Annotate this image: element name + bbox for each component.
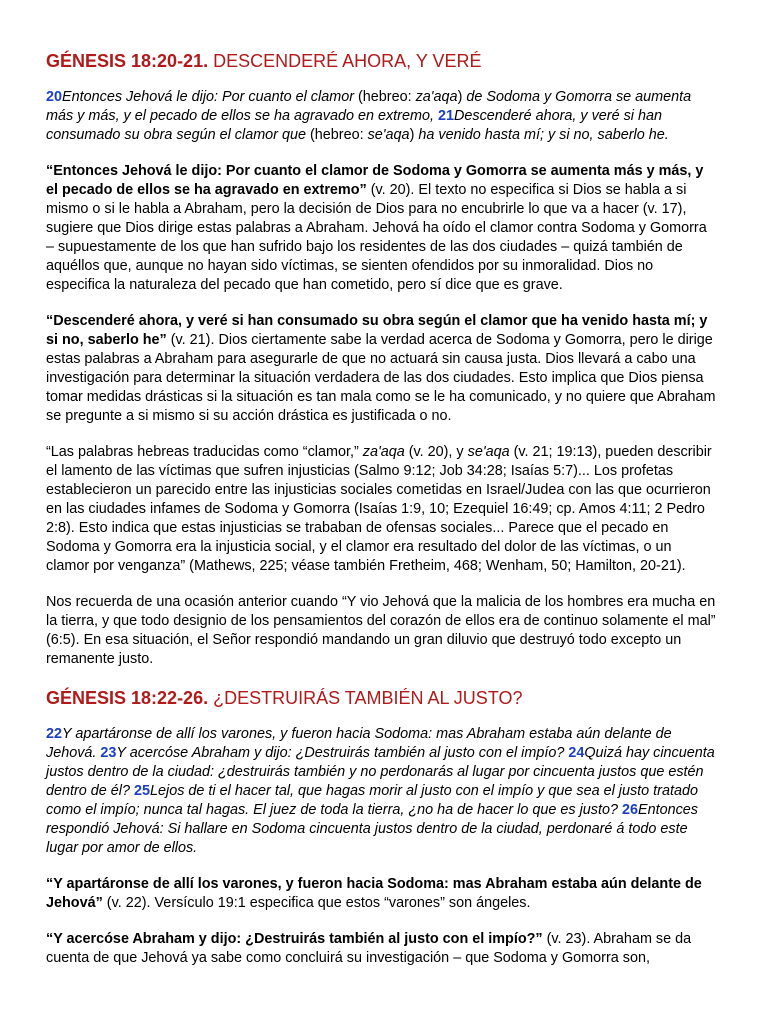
verse-text: ha venido hasta mí; y si no, saberlo he. bbox=[414, 127, 669, 143]
heading-title: ¿DESTRUIRÁS TAMBIÉN AL JUSTO? bbox=[208, 688, 523, 708]
commentary-paragraph bbox=[46, 593, 718, 669]
commentary-paragraph bbox=[46, 162, 718, 295]
commentary-paragraph bbox=[46, 930, 718, 968]
hebrew-word: za'aqa bbox=[415, 89, 458, 105]
scripture-passage bbox=[46, 725, 718, 858]
commentary-paragraph bbox=[46, 875, 718, 913]
hebrew-note-close: ) bbox=[457, 89, 463, 105]
verse-number: 26 bbox=[621, 802, 638, 818]
quoted-verse: “Y acercóse Abraham y dijo: ¿Destruirás también al justo con el impío?” bbox=[46, 931, 543, 947]
verse-number: 24 bbox=[568, 745, 585, 761]
verse-text: Quizá hay cincuenta justos dentro de la ciudad: ¿destruirás también y no perdonarás al lugar por cincuenta justos que estén dentro de él? bbox=[46, 745, 715, 799]
citation-paragraph bbox=[46, 443, 718, 576]
verse-text: Entonces Jehová le dijo: Por cuanto el clamor bbox=[62, 89, 358, 105]
verse-number: 22 bbox=[46, 726, 63, 742]
verse-number: 25 bbox=[134, 783, 151, 799]
quoted-verse: “Y apartáronse de allí los varones, y fueron hacia Sodoma: mas Abraham estaba aún delante de Jehová” bbox=[46, 876, 702, 911]
hebrew-word: za'aqa bbox=[362, 444, 405, 460]
section-heading-genesis-18-20-21 bbox=[46, 50, 718, 72]
verse-text: Descenderé ahora, y veré si han consumado su obra según el clamor que bbox=[46, 108, 662, 143]
commentary-text: Nos recuerda de una ocasión anterior cuando “Y vio Jehová que la malicia de los hombres era mucha en la tierra, y que todo designio de los pensamientos del corazón de ellos era de continuo solamente el mal” (6:5). En esa situación, el Señor respondió mandando un gran diluvio que destruyó todo excepto un remanente justo. bbox=[46, 594, 716, 667]
verse-text: Lejos de ti el hacer tal, que hagas morir al justo con el impío y que sea el justo tratado como el impío; nunca tal hagas. El juez de toda la tierra, ¿no ha de hacer lo que es justo? bbox=[46, 783, 698, 818]
commentary-text: (v. 20). El texto no especifica si Dios se habla a si mismo o si le habla a Abraham, pero la decisión de Dios para no encubrirle lo que va a hacer (v. 17), sugiere que Dios dirige estas palabras a Abraham. Jehová ha oído el clamor contra Sodoma y Gomorra – supuestamente de los que han sufrido bajo los residentes de las dos ciudades – quizá también de aquéllos que, aunque no hayan sido víctimas, se sienten ofendidos por su inmoralidad. Dios no especifica la naturaleza del pecado que han cometido, pero sí dice que es grave. bbox=[46, 182, 707, 293]
verse-number: 20 bbox=[46, 89, 63, 105]
hebrew-word: se'aqa bbox=[467, 444, 510, 460]
quoted-verse: “Entonces Jehová le dijo: Por cuanto el clamor de Sodoma y Gomorra se aumenta más y más, y el pecado de ellos se ha agravado en extremo” bbox=[46, 163, 704, 198]
scripture-passage bbox=[46, 88, 718, 145]
heading-title: DESCENDERÉ AHORA, Y VERÉ bbox=[208, 51, 482, 71]
citation-text: “Las palabras hebreas traducidas como “clamor,” bbox=[46, 444, 363, 460]
citation-text: (v. 21; 19:13), pueden describir el lamento de las víctimas que sufren injusticias (Salmo 9:12; Job 34:28; Isaías 5:7)... Los profetas establecieron un parecido entre las injusticias sociales cometidas en Israel/Judea con las que ocurrieron en las ciudades infames de Sodoma y Gomorra (Isaías 1:9, 10; Ezequiel 16:49; cp. Amos 4:11; 2 Pedro 2:8). Esto indica que estas injusticias se trababan de ofensas sociales... Parece que el pecado en Sodoma y Gomorra era la injusticia social, y el clamor era resultado del dolor de las víctimas, o un clamor por venganza” (Mathews, 225; véase también Fretheim, 468; Wenham, 50; Hamilton, 20-21). bbox=[46, 444, 712, 574]
verse-number: 21 bbox=[437, 108, 454, 124]
verse-text: Y acercóse Abraham y dijo: ¿Destruirás también al justo con el impío? bbox=[116, 745, 569, 761]
citation-text: (v. 20), y bbox=[404, 444, 468, 460]
section-heading-genesis-18-22-26 bbox=[46, 687, 718, 709]
hebrew-word: se'aqa bbox=[367, 127, 410, 143]
commentary-text: (v. 21). Dios ciertamente sabe la verdad acerca de Sodoma y Gomorra, pero le dirige estas palabras a Abraham para asegurarle de que no actuará sin causa justa. Dios llevará a cabo una investigación para determinar la situación verdadera de las dos ciudades. Esto implica que Dios piensa tomar medidas drásticas si la situación es tan mala como se le ha comunicado, y no quiere que Abraham se pregunte a si mismo si su acción drástica es justificada o no. bbox=[46, 332, 716, 424]
quoted-verse: “Descenderé ahora, y veré si han consumado su obra según el clamor que ha venido hasta mí; y si no, saberlo he” bbox=[46, 313, 708, 348]
verse-text: Y apartáronse de allí los varones, y fueron hacia Sodoma: mas Abraham estaba aún delante de Jehová. bbox=[46, 726, 672, 761]
hebrew-note: (hebreo: bbox=[358, 89, 416, 105]
heading-reference: GÉNESIS 18:22-26. bbox=[46, 688, 209, 708]
hebrew-note-close: ) bbox=[409, 127, 415, 143]
commentary-text: (v. 22). Versículo 19:1 especifica que estos “varones” son ángeles. bbox=[102, 895, 531, 911]
commentary-paragraph bbox=[46, 312, 718, 426]
heading-reference: GÉNESIS 18:20-21. bbox=[46, 51, 209, 71]
hebrew-note: (hebreo: bbox=[310, 127, 368, 143]
verse-number: 23 bbox=[100, 745, 117, 761]
verse-text: Entonces respondió Jehová: Si hallare en Sodoma cincuenta justos dentro de la ciudad, perdonaré á todo este lugar por amor de ellos. bbox=[46, 802, 699, 856]
commentary-text: (v. 23). Abraham se da cuenta de que Jehová ya sabe como concluirá su investigación – que Sodoma y Gomorra son, bbox=[46, 931, 692, 966]
verse-text: de Sodoma y Gomorra se aumenta más y más, y el pecado de ellos se ha agravado en extremo, bbox=[46, 89, 692, 124]
